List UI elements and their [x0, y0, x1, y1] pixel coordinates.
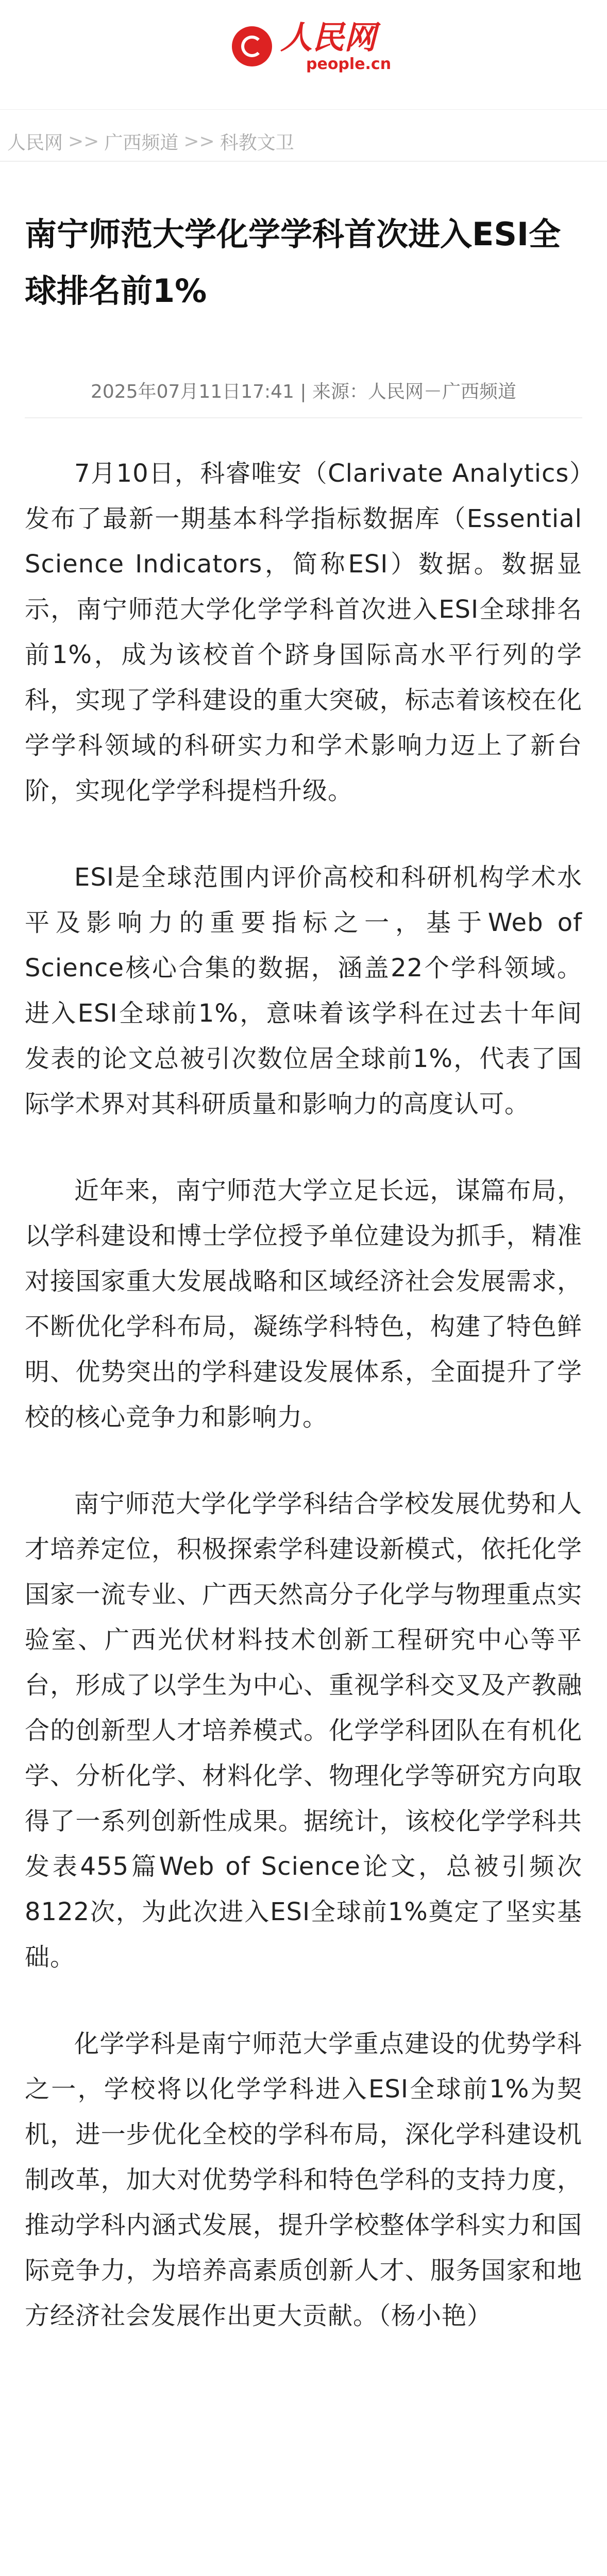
breadcrumb-item-home[interactable]: 人民网: [7, 132, 63, 154]
breadcrumb-item-channel[interactable]: 广西频道: [104, 132, 179, 154]
article-paragraph: 化学学科是南宁师范大学重点建设的优势学科之一，学校将以化学学科进入ESI全球前1%为契机，进一步优化全校的学科布局，深化学科建设机制改革，加大对优势学科和特色学科的支持力度，推动学科内涵式发展，提升学校整体学科实力和国际竞争力，为培养高素质创新人才、服务国家和地方经济社会发展作出更大贡献。（杨小艳）: [25, 2029, 582, 2330]
article-title: 南宁师范大学化学学科首次进入ESI全球排名前1%: [25, 215, 561, 310]
site-header: [0, 0, 607, 110]
site-logo[interactable]: [232, 20, 391, 73]
breadcrumb: [0, 122, 607, 161]
breadcrumb-separator: >>: [183, 130, 215, 152]
article-paragraph: 近年来，南宁师范大学立足长远，谋篇布局，以学科建设和博士学位授予单位建设为抓手，精准对接国家重大发展战略和区域经济社会发展需求，不断优化学科布局，凝练学科特色，构建了特色鲜明、优势突出的学科建设发展体系，全面提升了学校的核心竞争力和影响力。: [25, 1176, 582, 1432]
breadcrumb-separator: >>: [68, 130, 99, 152]
logo-cn: 人民网: [280, 19, 377, 56]
article-paragraph: 7月10日，科睿唯安（Clarivate Analytics）发布了最新一期基本科学指标数据库（Essential Science Indicators，简称ESI）数据。数据显示，南宁师范大学化学学科首次进入ESI全球排名前1%，成为该校首个跻身国际高水平行列的学科，实现了学科建设的重大突破，标志着该校在化学学科领域的科研实力和学术影响力迈上了新台阶，实现化学学科提档升级。: [25, 459, 582, 805]
article-date: 2025年07月11日17:41: [90, 381, 294, 402]
breadcrumb-divider: [0, 161, 607, 162]
article-meta: [0, 377, 607, 403]
logo-en: people.cn: [306, 55, 392, 73]
article-paragraph: ESI是全球范围内评价高校和科研机构学术水平及影响力的重要指标之一，基于Web of Science核心合集的数据，涵盖22个学科领域。进入ESI全球前1%，意味着该学科在过去十年间发表的论文总被引次数位居全球前1%，代表了国际学术界对其科研质量和影响力的高度认可。: [25, 863, 582, 1118]
article-body: [25, 451, 582, 2380]
meta-separator: |: [300, 381, 312, 402]
breadcrumb-item-section[interactable]: 科教文卫: [220, 132, 294, 154]
article-source: 来源：人民网－广西频道: [312, 381, 517, 402]
article-paragraph: 南宁师范大学化学学科结合学校发展优势和人才培养定位，积极探索学科建设新模式，依托化学国家一流专业、广西天然高分子化学与物理重点实验室、广西光伏材料技术创新工程研究中心等平台，形成了以学生为中心、重视学科交叉及产教融合的创新型人才培养模式。化学学科团队在有机化学、分析化学、材料化学、物理化学等研究方向取得了一系列创新性成果。据统计，该校化学学科共发表455篇Web of Science论文，总被引频次8122次，为此次进入ESI全球前1%奠定了坚实基础。: [25, 1489, 582, 1972]
meta-divider: [25, 417, 582, 418]
logo-mark-icon: [232, 26, 272, 66]
